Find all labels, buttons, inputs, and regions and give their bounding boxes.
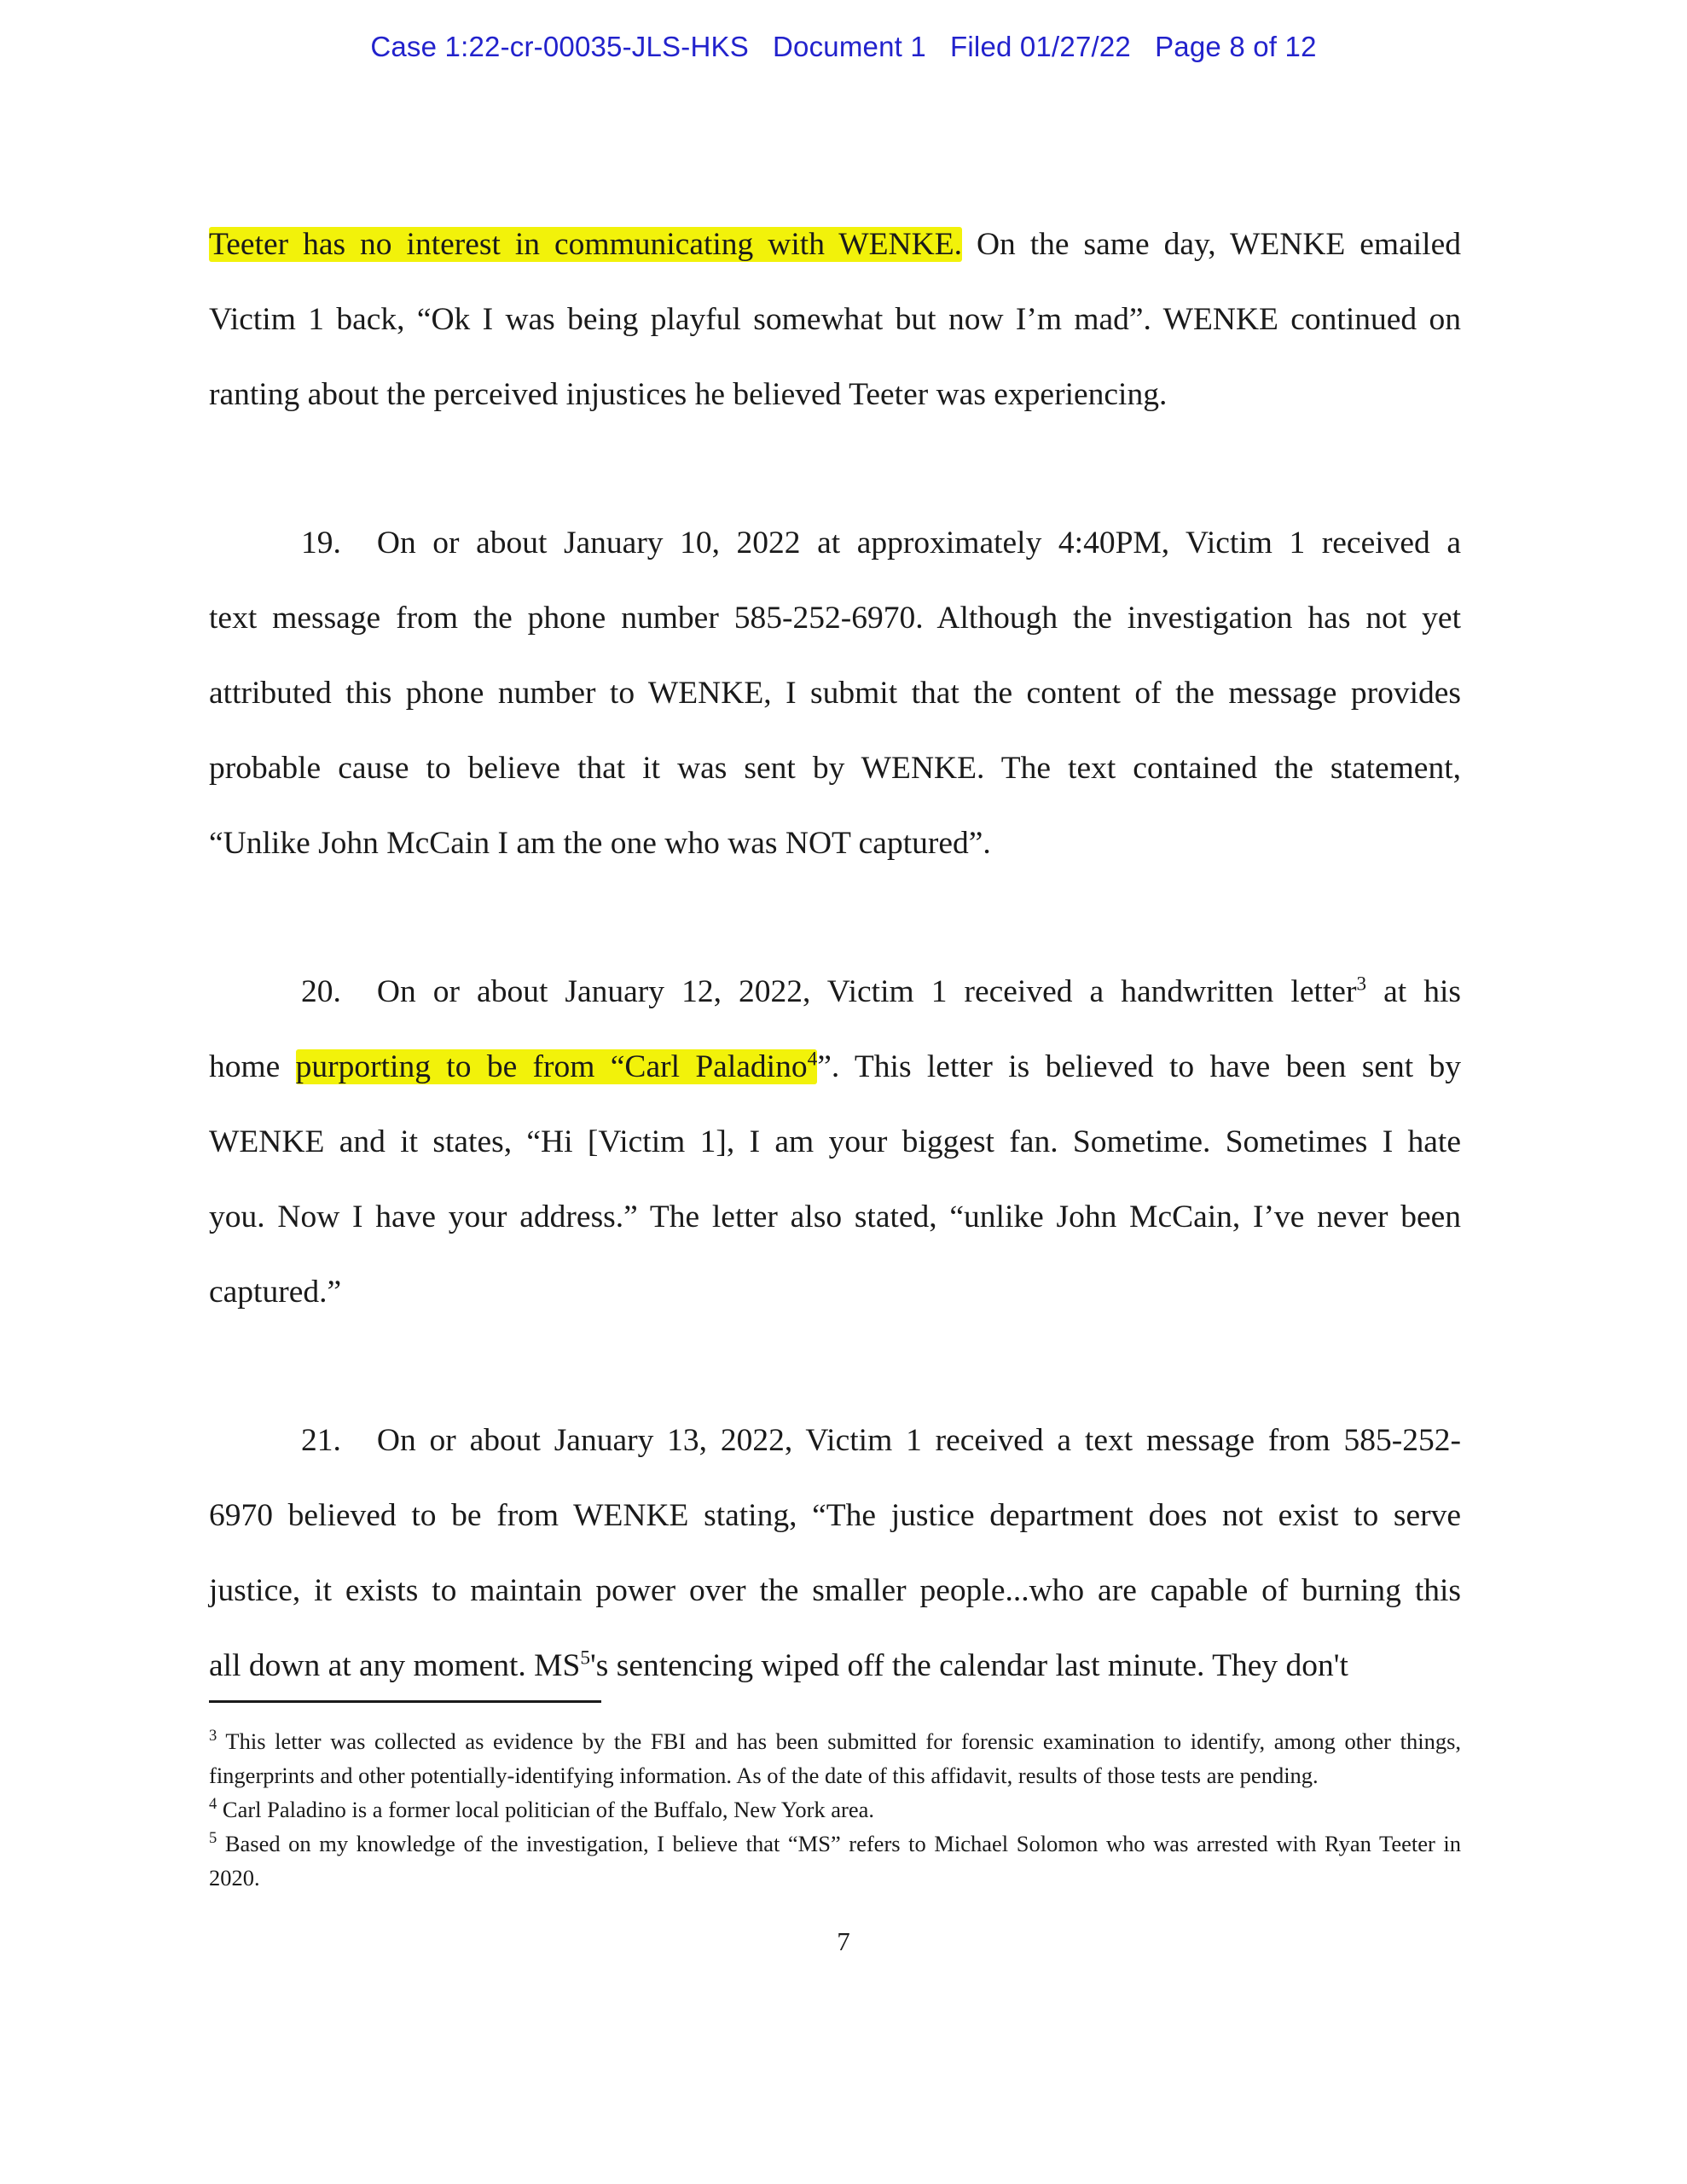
footnote-3-line-1: This letter was collected as evidence by the FBI and has been submitted for forensic examination to identify, <box>225 1728 1266 1754</box>
paragraph-spacer-2 <box>209 881 1461 955</box>
paragraph-19-line-5: “Unlike John McCain I am the one who was NOT captured”. <box>209 826 991 861</box>
paragraph-continued-line-2: Victim 1 back, “Ok I was being playful somewhat but now I’m mad”. WENKE continued on <box>209 302 1461 337</box>
footnote-3-line-2: among other things, fingerprints and other potentially-identifying information. As of the date of this affidavit, <box>209 1728 1462 1788</box>
page-number: 7 <box>837 1926 850 1956</box>
paragraph-21-line-3: justice, it exists to maintain power over the smaller people...who are capable of burning this <box>209 1573 1461 1608</box>
paragraph-20-line-4: you. Now I have your address.” The letter also stated, “unlike John McCain, I’ve never been <box>209 1199 1461 1234</box>
paragraph-19-number: 19. <box>301 526 341 561</box>
paragraph-19-line-4: probable cause to believe that it was sent by WENKE. The text contained the statement, <box>209 751 1461 786</box>
paragraph-19 <box>209 506 1461 881</box>
paragraph-spacer-3 <box>209 1330 1461 1403</box>
footnote-ref-3: 3 <box>1356 973 1367 996</box>
paragraph-continued <box>209 207 1461 433</box>
paragraph-20-line-1-text: On or about January 12, 2022, Victim 1 received a handwritten letter <box>376 974 1357 1009</box>
paragraph-20-line-1 <box>209 955 1461 1030</box>
document-body <box>209 207 1461 1704</box>
footnote-4 <box>209 1792 1461 1827</box>
paragraph-20-line-3: WENKE and it states, “Hi [Victim 1], I am your biggest fan. Sometime. Sometimes I hate <box>209 1124 1461 1159</box>
paragraph-21-line-1 <box>209 1403 1461 1478</box>
paragraph-20-line-2-head: home <box>209 1049 296 1084</box>
paragraph-19-line-1-text: On or about January 10, 2022 at approximately 4:40PM, Victim 1 received a <box>376 526 1461 561</box>
paragraph-20-line-1-tail: at his <box>1366 974 1462 1009</box>
paragraph-19-line-1 <box>209 506 1461 581</box>
footnote-5 <box>209 1827 1461 1895</box>
ecf-case-header-stamp: Case 1:22-cr-00035-JLS-HKS Document 1 Filed 01/27/22 Page 8 of 12 <box>370 31 1317 62</box>
footnote-5-marker: 5 <box>209 1829 217 1848</box>
footnote-ref-5: 5 <box>580 1647 590 1670</box>
footnote-separator-rule <box>209 1700 601 1703</box>
highlight-carl-paladino <box>296 1049 818 1084</box>
paragraph-continued-line-1 <box>209 207 1461 282</box>
footnote-4-marker: 4 <box>209 1795 217 1814</box>
paragraph-21-line-4-head: all down at any moment. MS <box>209 1648 581 1683</box>
paragraph-21-line-4 <box>209 1629 1461 1704</box>
footnote-section <box>209 1724 1461 1895</box>
paragraph-continued-line-3: ranting about the perceived injustices he believed Teeter was experiencing. <box>209 377 1168 412</box>
paragraph-20 <box>209 955 1461 1330</box>
paragraph-20-line-2 <box>209 1030 1461 1105</box>
footnote-3-line-3: results of those tests are pending. <box>1017 1763 1319 1788</box>
paragraph-19-line-2: text message from the phone number 585-252-6970. Although the investigation has not yet <box>209 601 1461 636</box>
footnote-5-line-2: with Ryan Teeter in 2020. <box>209 1831 1461 1891</box>
paragraph-21-number: 21. <box>301 1423 341 1458</box>
paragraph-20-line-2-tail: ”. This letter is believed to have been sent by <box>817 1049 1461 1084</box>
footnote-4-line-1: Carl Paladino is a former local politician of the Buffalo, New York area. <box>222 1797 875 1822</box>
paragraph-21 <box>209 1403 1461 1704</box>
paragraph-21-line-4-tail: 's sentencing wiped off the calendar last minute. They don't <box>590 1648 1348 1683</box>
paragraph-19-line-3: attributed this phone number to WENKE, I submit that the content of the message provides <box>209 676 1461 711</box>
paragraph-20-number: 20. <box>301 974 341 1009</box>
footnote-ref-4: 4 <box>807 1048 818 1071</box>
highlight-teeter-no-interest: Teeter has no interest in communicating with WENKE. <box>209 227 962 262</box>
paragraph-20-line-5: captured.” <box>209 1275 342 1310</box>
footnote-3-marker: 3 <box>209 1727 217 1745</box>
paragraph-21-line-1-text: On or about January 13, 2022, Victim 1 received a text message from 585-252- <box>376 1423 1461 1458</box>
paragraph-spacer-1 <box>209 433 1461 506</box>
footnote-3 <box>209 1724 1461 1792</box>
paragraph-21-line-2: 6970 believed to be from WENKE stating, “The justice department does not exist to serve <box>209 1498 1461 1533</box>
paragraph-continued-line-1-tail: On the same day, WENKE emailed <box>961 227 1461 262</box>
highlight-carl-paladino-text: purporting to be from “Carl Paladino <box>295 1049 808 1084</box>
footnote-5-line-1: Based on my knowledge of the investigation, I believe that “MS” refers to Michael Solomon who was arrested <box>224 1831 1268 1856</box>
